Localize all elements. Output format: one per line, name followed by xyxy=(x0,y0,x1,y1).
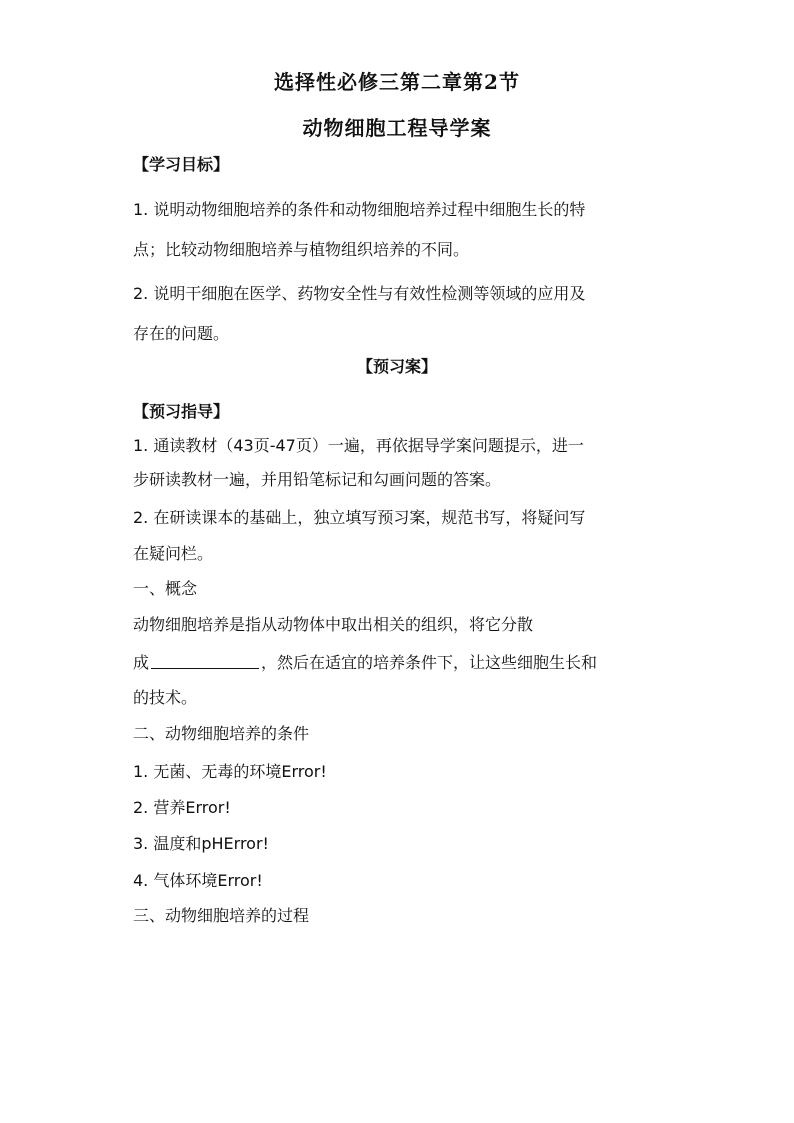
preview-section-title: 【预习案】 xyxy=(356,357,437,376)
objective-1-line2: 点；比较动物细胞培养与植物组织培养的不同。 xyxy=(133,240,470,259)
conditions-heading: 二、动物细胞培养的条件 xyxy=(133,724,310,743)
process-heading: 三、动物细胞培养的过程 xyxy=(133,906,310,925)
guide-1-line1: 1. 通读教材（43页-47页）一遍，再依据导学案问题提示，进一 xyxy=(133,436,584,455)
objective-1-line1: 1. 说明动物细胞培养的条件和动物细胞培养过程中细胞生长的特 xyxy=(133,200,586,219)
document-title-line1: 选择性必修三第二章第2节 xyxy=(274,70,520,94)
preview-guide-heading: 【预习指导】 xyxy=(133,402,230,421)
guide-1-line2: 步研读教材一遍，并用铅笔标记和勾画问题的答案。 xyxy=(133,470,502,489)
condition-item: 3. 温度和pHError! xyxy=(133,834,269,853)
concept-line2 xyxy=(133,650,597,673)
concept-line2-prefix: 成 xyxy=(133,653,150,672)
guide-2-line1: 2. 在研读课本的基础上，独立填写预习案，规范书写，将疑问写 xyxy=(133,508,586,527)
guide-2-line2: 在疑问栏。 xyxy=(133,544,214,563)
condition-item: 4. 气体环境Error! xyxy=(133,871,263,890)
concept-line3: 的技术。 xyxy=(133,688,198,707)
objectives-heading: 【学习目标】 xyxy=(133,155,230,174)
concept-line1: 动物细胞培养是指从动物体中取出相关的组织，将它分散 xyxy=(133,615,534,634)
concept-line2-suffix: ，然后在适宜的培养条件下，让这些细胞生长和 xyxy=(261,653,598,672)
objective-2-line1: 2. 说明干细胞在医学、药物安全性与有效性检测等领域的应用及 xyxy=(133,284,586,303)
condition-item: 2. 营养Error! xyxy=(133,798,231,817)
fill-in-blank xyxy=(151,654,259,669)
document-title-line2: 动物细胞工程导学案 xyxy=(302,116,492,140)
concept-heading: 一、概念 xyxy=(133,579,198,598)
condition-item: 1. 无菌、无毒的环境Error! xyxy=(133,762,327,781)
objective-2-line2: 存在的问题。 xyxy=(133,324,230,343)
